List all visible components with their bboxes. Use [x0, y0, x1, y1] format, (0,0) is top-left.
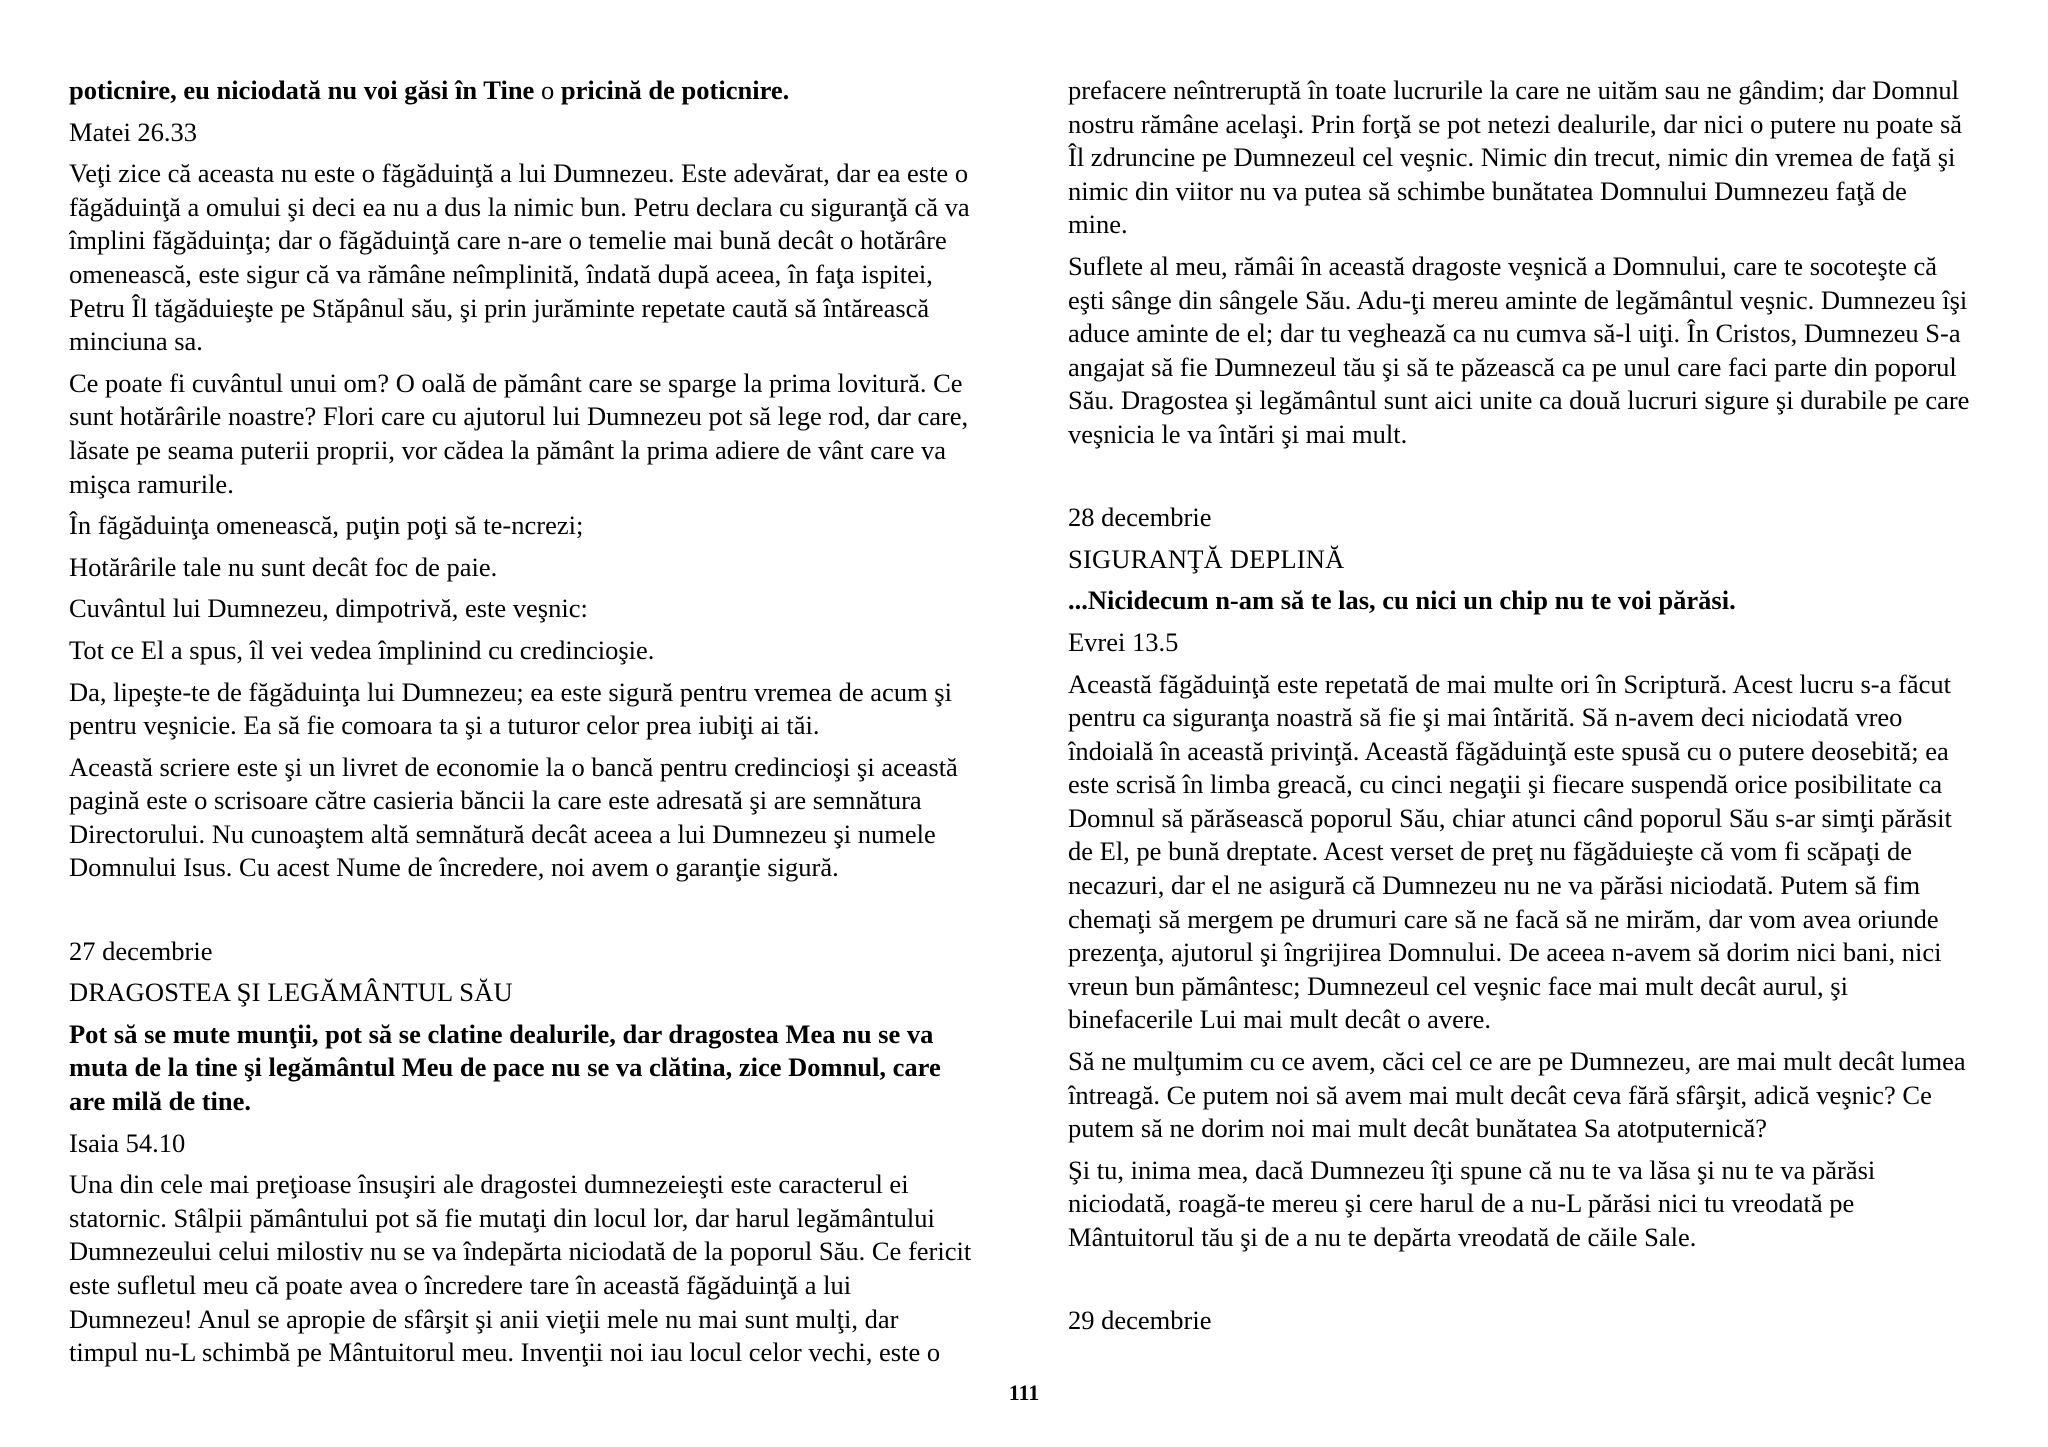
paragraph-line: mişca ramurile. — [69, 468, 234, 499]
paragraph — [1068, 668, 2030, 1038]
paragraph-line: este scrisă în limba greacă, cu cinci negaţii şi fiecare suspendă orice posibilitate ca — [1068, 769, 1943, 800]
paragraph — [1068, 1045, 2030, 1146]
paragraph-line: Îl zdruncine pe Dumnezeul cel veşnic. Nimic din trecut, nimic din vremea de faţă şi — [1068, 142, 1956, 173]
verse-segment: pricină de poticnire. — [560, 75, 790, 105]
entry-title — [1068, 543, 2030, 577]
entry-date — [1068, 1304, 2030, 1338]
left-column — [69, 74, 1024, 1378]
reference-text: Isaia 54.10 — [69, 1127, 186, 1158]
paragraph-line: sunt hotărârile noastre? Flori care cu ajutorul lui Dumnezeu pot să lege rod, dar care, — [69, 401, 969, 432]
verse-fragment — [69, 74, 1024, 108]
paragraph-line: statornic. Stâlpii pământului pot să fie mutaţi din locul lor, dar harul legământului — [69, 1202, 935, 1233]
paragraph-line: aduce aminte de el; dar tu veghează ca nu cumva să-l uiţi. În Cristos, Dumnezeu S-a — [1068, 318, 1961, 349]
paragraph-line: veşnicia le va întări şi mai mult. — [1068, 418, 1408, 449]
bible-verse — [69, 1018, 1024, 1119]
paragraph — [1068, 250, 2030, 452]
entry-date — [1068, 501, 2030, 535]
paragraph-line: îndoială în această privinţă. Această făgăduinţă este spusă cu o putere deosebită; ea — [1068, 735, 1949, 766]
verse-segment: o — [534, 75, 561, 105]
paragraph-line: Domnul să părăsească poporul Său, chiar atunci când poporul Său s-ar simţi părăsit — [1068, 802, 1952, 833]
verse-line: are milă de tine. — [69, 1086, 252, 1117]
continued-text — [69, 74, 1024, 893]
paragraph — [69, 634, 1024, 668]
page-number: 111 — [1008, 1380, 1040, 1405]
paragraph — [69, 1168, 1024, 1370]
devotional-entry — [1068, 460, 2030, 1263]
paragraph-line: angajat să fie Dumnezeul tău şi să te păzească ca pe unul care faci parte din poporul — [1068, 351, 1957, 382]
paragraph-line: prefacere neîntreruptă în toate lucrurile la care ne uităm sau ne gândim; dar Domnul — [1068, 75, 1960, 105]
verse-line: ...Nicidecum n-am să te las, cu nici un chip nu te voi părăsi. — [1068, 585, 1736, 616]
paragraph-line: Domnului Isus. Cu acest Nume de încredere, noi avem o garanţie sigură. — [69, 852, 839, 883]
paragraph-line: de El, pe bună dreptate. Acest verset de preţ nu făgăduieşte că vom fi scăpaţi de — [1068, 836, 1912, 867]
devotional-entry — [1068, 1263, 2030, 1346]
paragraph-line: binefacerile Lui mai mult decât o avere. — [1068, 1004, 1492, 1035]
paragraph-line: vreun bun pământesc; Dumnezeul cel veşnic face mai mult decât aurul, şi — [1068, 970, 1848, 1001]
paragraph-line: timpul nu-L schimbă pe Mântuitorul meu. Invenţii noi iau locul celor vechi, este o — [69, 1337, 941, 1368]
paragraph-line: putem să ne dorim noi mai mult decât bunătatea Sa atotputernică? — [1068, 1113, 1768, 1144]
verse-line: muta de la tine şi legământul Meu de pace nu se va clătina, zice Domnul, care — [69, 1052, 941, 1083]
paragraph-line: Dumnezeu! Anul se apropie de sfârşit şi anii vieţii mele nu mai sunt mulţi, dar — [69, 1303, 899, 1334]
paragraph-line: întreagă. Ce putem noi să avem mai mult decât ceva fără sfârşit, adică veşnic? Ce — [1068, 1079, 1932, 1110]
paragraph-line: omenească, este sigur că va rămâne neîmplinită, îndată după aceea, în faţa ispitei, — [69, 258, 933, 289]
paragraph-line: Să ne mulţumim cu ce avem, căci cel ce are pe Dumnezeu, are mai mult decât lumea — [1068, 1046, 1966, 1077]
paragraph — [69, 592, 1024, 626]
continued-text — [1068, 74, 2030, 460]
paragraph-line: Veţi zice că aceasta nu este o făgăduinţă a lui Dumnezeu. Este adevărat, dar ea este o — [69, 158, 969, 189]
paragraph-line: Ce poate fi cuvântul unui om? O oală de pământ care se sparge la prima lovitură. Ce — [69, 367, 963, 398]
paragraph-line: Petru Îl tăgăduieşte pe Stăpânul său, şi prin jurăminte repetate caută să întărească — [69, 292, 930, 323]
paragraph-line: mine. — [1068, 209, 1128, 240]
paragraph-line: împlini făgăduinţa; dar o făgăduinţă care n-are o temelie mai bună decât o hotărâre — [69, 225, 947, 256]
title-text: SIGURANŢĂ DEPLINĂ — [1068, 543, 1345, 574]
paragraph-line: Său. Dragostea şi legământul sunt aici unite ca două lucruri sigure şi durabile pe care — [1068, 385, 1970, 416]
paragraph-line: Suflete al meu, rămâi în această dragoste veşnică a Domnului, care te socoteşte că — [1068, 250, 1937, 281]
paragraph — [69, 157, 1024, 359]
paragraph-line: pentru veşnicie. Ea să fie comoara ta şi a tuturor celor prea iubiţi ai tăi. — [69, 710, 820, 741]
paragraph-line: este sufletul meu că poate avea o încredere tare în această făgăduinţă a lui — [69, 1270, 852, 1300]
devotional-entry — [69, 893, 1024, 1378]
paragraph — [69, 509, 1024, 543]
date-text: 27 decembrie — [69, 935, 213, 966]
paragraph-line: niciodată, roagă-te mereu şi cere harul de a nu-L părăsi nici tu vreodată pe — [1068, 1188, 1855, 1219]
paragraph-line: lăsate pe seama puterii proprii, vor cădea la pământ la prima adiere de vânt care va — [69, 434, 947, 465]
entry-date — [69, 935, 1024, 969]
paragraph-line: Tot ce El a spus, îl vei vedea împlinind cu credincioşie. — [69, 634, 655, 665]
bible-reference — [1068, 626, 2030, 660]
paragraph-line: minciuna sa. — [69, 326, 203, 357]
paragraph-line: Da, lipeşte-te de făgăduinţa lui Dumnezeu; ea este sigură pentru vremea de acum şi — [69, 676, 952, 707]
paragraph-line: Mântuitorul tău şi de a nu te depărta vreodată de căile Sale. — [1068, 1222, 1697, 1252]
paragraph-line: nimic din viitor nu va putea să schimbe bunătatea Domnului Dumnezeu faţă de — [1068, 175, 1907, 206]
paragraph — [69, 751, 1024, 885]
paragraph-line: Dumnezeului celui milostiv nu se va îndepărta niciodată de la poporul Său. Ce fericit — [69, 1236, 972, 1267]
paragraph-line: eşti sânge din sângele Său. Adu-ţi mereu aminte de legământul veşnic. Dumnezeu îşi — [1068, 284, 1968, 315]
paragraph-line: făgăduinţă a omului şi deci ea nu a dus la nimic bun. Petru declara cu siguranţă că va — [69, 191, 970, 222]
reference-text: Matei 26.33 — [69, 116, 198, 147]
date-text: 28 decembrie — [1068, 502, 1212, 533]
paragraph-line: Una din cele mai preţioase însuşiri ale dragostei dumnezeieşti este caracterul ei — [69, 1169, 909, 1200]
paragraph-line: Directorului. Nu cunoaştem altă semnătură decât aceea a lui Dumnezeu şi numele — [69, 818, 936, 849]
paragraph — [69, 551, 1024, 585]
paragraph-line: chemaţi să mergem pe drumuri care să ne facă să ne mirăm, dar vom avea oriunde — [1068, 903, 1939, 934]
paragraph-line: Şi tu, inima mea, dacă Dumnezeu îţi spune că nu te va lăsa şi nu te va părăsi — [1068, 1154, 1876, 1185]
title-text: DRAGOSTEA ŞI LEGĂMÂNTUL SĂU — [69, 977, 513, 1008]
paragraph — [69, 367, 1024, 501]
paragraph-line: Cuvântul lui Dumnezeu, dimpotrivă, este veşnic: — [69, 593, 588, 624]
verse-line: Pot să se mute munţii, pot să se clatine dealurile, dar dragostea Mea nu se va — [69, 1018, 934, 1049]
bible-verse — [1068, 584, 2030, 618]
bible-reference — [69, 1127, 1024, 1161]
verse-segment: poticnire, eu niciodată nu voi găsi în Tine — [69, 75, 535, 105]
paragraph-line: pagină este o scrisoare către casieria băncii la care este adresată şi are semnătura — [69, 785, 922, 816]
paragraph-line: Această scriere este şi un livret de economie la o bancă pentru credincioşi şi această — [69, 751, 958, 782]
paragraph-line: necazuri, dar el ne asigură că Dumnezeu nu ne va părăsi niciodată. Putem să fim — [1068, 870, 1921, 901]
paragraph-line: În făgăduinţa omenească, puţin poţi să te-ncrezi; — [69, 510, 584, 541]
paragraph-line: Această făgăduinţă este repetată de mai multe ori în Scriptură. Acest lucru s-a făcut — [1068, 668, 1951, 699]
paragraph-line: nostru rămâne acelaşi. Prin forţă se pot netezi dealurile, dar nici o putere nu poate să — [1068, 108, 1963, 139]
paragraph-line: prezenţa, ajutorul şi îngrijirea Domnului. De aceea n-avem să dorim nici bani, nici — [1068, 937, 1942, 968]
verse-line — [69, 74, 1024, 108]
paragraph — [1068, 74, 2030, 242]
paragraph — [1068, 1154, 2030, 1255]
right-column — [1068, 74, 2030, 1346]
bible-reference — [69, 116, 1024, 150]
paragraph — [69, 676, 1024, 743]
paragraph-line: Hotărârile tale nu sunt decât foc de paie. — [69, 551, 498, 582]
date-text: 29 decembrie — [1068, 1305, 1212, 1336]
reference-text: Evrei 13.5 — [1068, 626, 1179, 657]
entry-title — [69, 976, 1024, 1010]
paragraph-line: pentru ca siguranţa noastră să fie şi mai întărită. Să n-avem deci niciodată vreo — [1068, 702, 1903, 733]
